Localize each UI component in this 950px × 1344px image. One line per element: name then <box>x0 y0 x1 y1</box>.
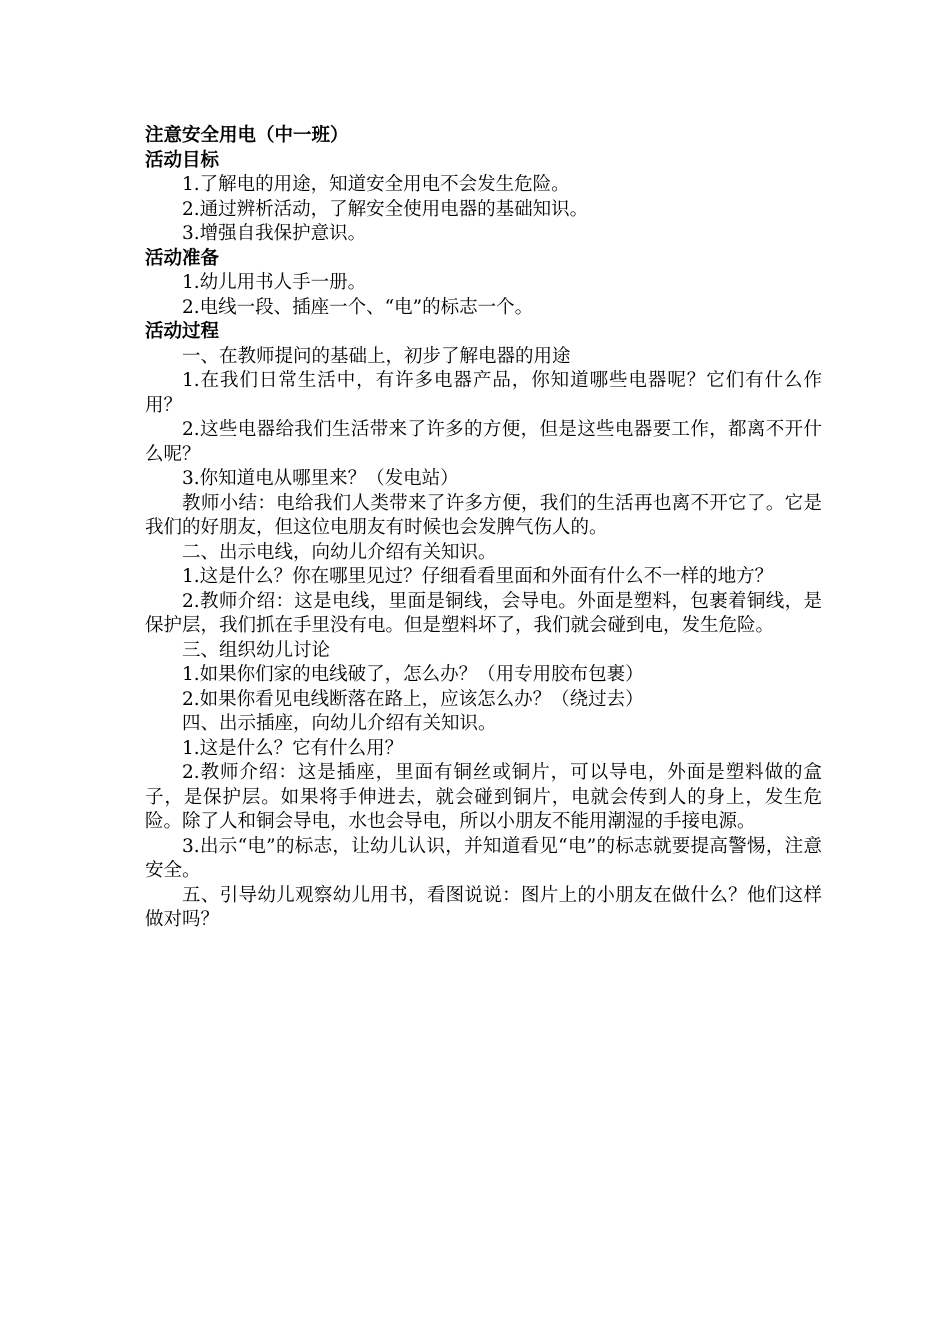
section-preparation <box>145 247 822 321</box>
preparation-item: 1.幼儿用书人手一册。 <box>182 272 367 293</box>
section-heading-process: 活动过程 <box>145 321 220 342</box>
process-paragraph: 1.这是什么？你在哪里见过？仔细看看里面和外面有什么不一样的地方？ <box>182 566 774 587</box>
process-paragraph: 二、出示电线，向幼儿介绍有关知识。 <box>182 541 497 563</box>
process-paragraph: 1.这是什么？它有什么用？ <box>182 737 404 759</box>
process-paragraph: 2.如果你看见电线断落在路上，应该怎么办？（绕过去） <box>182 688 644 710</box>
process-paragraph: 3.你知道电从哪里来？（发电站） <box>182 468 459 489</box>
section-goals <box>145 149 822 247</box>
process-paragraph: 2.教师介绍：这是电线，里面是铜线，会导电。外面是塑料，包裹着铜线，是保护层，我们抓在手里没有电。但是塑料坏了，我们就会碰到电，发生危险。 <box>145 590 822 636</box>
goal-item: 1.了解电的用途，知道安全用电不会发生危险。 <box>182 174 570 195</box>
section-heading-goals: 活动目标 <box>145 149 220 171</box>
document-page <box>145 124 822 933</box>
process-paragraph: 五、引导幼儿观察幼儿用书，看图说说：图片上的小朋友在做什么？他们这样做对吗？ <box>145 884 822 930</box>
process-paragraph: 一、在教师提问的基础上，初步了解电器的用途 <box>182 345 571 367</box>
process-paragraph: 三、组织幼儿讨论 <box>182 639 331 661</box>
process-paragraph: 四、出示插座，向幼儿介绍有关知识。 <box>182 713 497 734</box>
document-title: 注意安全用电（中一班） <box>145 125 349 146</box>
section-process <box>145 320 822 933</box>
process-paragraph: 3.出示“电”的标志，让幼儿认识，并知道看见“电”的标志就要提高警惕，注意安全。 <box>145 835 822 881</box>
goal-item: 2.通过辨析活动，了解安全使用电器的基础知识。 <box>182 198 589 220</box>
process-paragraph: 1.在我们日常生活中，有许多电器产品，你知道哪些电器呢？它们有什么作用？ <box>145 370 822 416</box>
process-paragraph: 教师小结：电给我们人类带来了许多方便，我们的生活再也离不开它了。它是我们的好朋友，但这位电朋友有时候也会发脾气伤人的。 <box>145 492 822 538</box>
process-paragraph: 2.这些电器给我们生活带来了许多的方便，但是这些电器要工作，都离不开什么呢？ <box>145 419 822 465</box>
section-heading-preparation: 活动准备 <box>145 247 220 269</box>
goal-item: 3.增强自我保护意识。 <box>182 223 367 244</box>
process-paragraph: 2.教师介绍：这是插座，里面有铜丝或铜片，可以导电，外面是塑料做的盒子，是保护层。如果将手伸进去，就会碰到铜片，电就会传到人的身上，发生危险。除了人和铜会导电，水也会导电，所以小朋友不能用潮湿的手接电源。 <box>145 762 822 832</box>
preparation-item: 2.电线一段、插座一个、“电”的标志一个。 <box>182 296 534 318</box>
process-paragraph: 1.如果你们家的电线破了，怎么办？（用专用胶布包裹） <box>182 664 644 685</box>
